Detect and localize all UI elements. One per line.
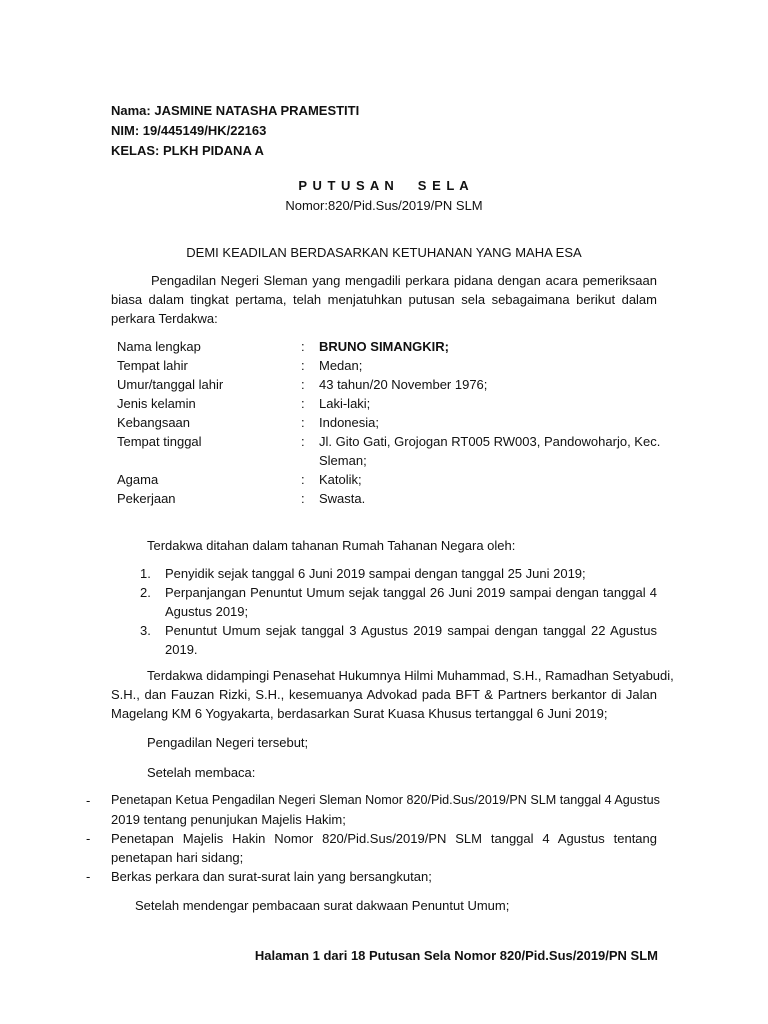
identity-colon: :	[301, 377, 305, 392]
after-reading: Setelah membaca:	[147, 765, 256, 780]
identity-label: Nama lengkap	[117, 339, 201, 354]
identity-value: BRUNO SIMANGKIR;	[319, 339, 449, 354]
identity-colon: :	[301, 491, 305, 506]
identity-value: Indonesia;	[319, 415, 379, 430]
list-dash: -	[86, 831, 91, 846]
identity-value: Swasta.	[319, 491, 366, 506]
identity-value: 43 tahun/20 November 1976;	[319, 377, 488, 392]
student-name: Nama: JASMINE NATASHA PRAMESTITI	[111, 103, 360, 118]
identity-label: Jenis kelamin	[117, 396, 196, 411]
after-hearing: Setelah mendengar pembacaan surat dakwaan Penuntut Umum;	[135, 898, 510, 913]
counsel-line-2: S.H., dan Fauzan Rizki, S.H., kesemuanya Advokad pada BFT & Partners berkantor di Jalan	[111, 687, 657, 702]
student-class: KELAS: PLKH PIDANA A	[111, 143, 264, 158]
detention-item: Penyidik sejak tanggal 6 Juni 2019 sampai dengan tanggal 25 Juni 2019;	[165, 566, 586, 581]
detention-item: Perpanjangan Penuntut Umum sejak tanggal 26 Juni 2019 sampai dengan tanggal 4	[165, 585, 657, 600]
reading-item: Penetapan Ketua Pengadilan Negeri Sleman Nomor 820/Pid.Sus/2019/PN SLM tanggal 4 Agustus	[111, 793, 660, 807]
identity-value: Medan;	[319, 358, 363, 373]
identity-colon: :	[301, 415, 305, 430]
court-line: Pengadilan Negeri tersebut;	[147, 735, 309, 750]
justice-heading: DEMI KEADILAN BERDASARKAN KETUHANAN YANG MAHA ESA	[186, 245, 582, 260]
list-number: 2.	[140, 585, 151, 600]
detention-item-continued: 2019.	[165, 642, 198, 657]
detention-item: Penuntut Umum sejak tanggal 3 Agustus 2019 sampai dengan tanggal 22 Agustus	[165, 623, 657, 638]
identity-colon: :	[301, 434, 305, 449]
page-footer: Halaman 1 dari 18 Putusan Sela Nomor 820/Pid.Sus/2019/PN SLM	[254, 948, 658, 963]
document-title: P U T U S A N S E L A	[298, 178, 470, 193]
reading-item: Penetapan Majelis Hakin Nomor 820/Pid.Sus/2019/PN SLM tanggal 4 Agustus tentang	[111, 831, 657, 846]
intro-line-2: biasa dalam tingkat pertama, telah menjatuhkan putusan sela sebagaimana berikut dalam	[111, 292, 657, 307]
identity-colon: :	[301, 396, 305, 411]
identity-colon: :	[301, 358, 305, 373]
intro-line-3: perkara Terdakwa:	[111, 311, 218, 326]
counsel-line-3: Magelang KM 6 Yogyakarta, berdasarkan Surat Kuasa Khusus tertanggal 6 Juni 2019;	[111, 706, 608, 721]
list-number: 1.	[140, 566, 151, 581]
list-dash: -	[86, 793, 91, 808]
identity-label: Umur/tanggal lahir	[117, 377, 224, 392]
detention-intro: Terdakwa ditahan dalam tahanan Rumah Tahanan Negara oleh:	[147, 538, 516, 553]
list-dash: -	[86, 869, 91, 884]
student-nim: NIM: 19/445149/HK/22163	[111, 123, 267, 138]
identity-label: Agama	[117, 472, 159, 487]
identity-colon: :	[301, 339, 305, 354]
identity-value-continued: Sleman;	[319, 453, 367, 468]
detention-item-continued: Agustus 2019;	[165, 604, 249, 619]
list-number: 3.	[140, 623, 151, 638]
identity-label: Tempat tinggal	[117, 434, 202, 449]
identity-value: Katolik;	[319, 472, 362, 487]
identity-colon: :	[301, 472, 305, 487]
identity-value: Laki-laki;	[319, 396, 371, 411]
identity-value: Jl. Gito Gati, Grojogan RT005 RW003, Pandowoharjo, Kec.	[319, 434, 661, 449]
reading-item-continued: 2019 tentang penunjukan Majelis Hakim;	[111, 812, 346, 827]
counsel-line-1: Terdakwa didampingi Penasehat Hukumnya Hilmi Muhammad, S.H., Ramadhan Setyabudi,	[147, 668, 674, 683]
identity-label: Tempat lahir	[117, 358, 188, 373]
intro-line-1: Pengadilan Negeri Sleman yang mengadili perkara pidana dengan acara pemeriksaan	[151, 273, 657, 288]
identity-label: Pekerjaan	[117, 491, 176, 506]
reading-item: Berkas perkara dan surat-surat lain yang bersangkutan;	[111, 869, 432, 884]
case-number: Nomor:820/Pid.Sus/2019/PN SLM	[285, 198, 483, 213]
reading-item-continued: penetapan hari sidang;	[111, 850, 244, 865]
identity-label: Kebangsaan	[117, 415, 191, 430]
